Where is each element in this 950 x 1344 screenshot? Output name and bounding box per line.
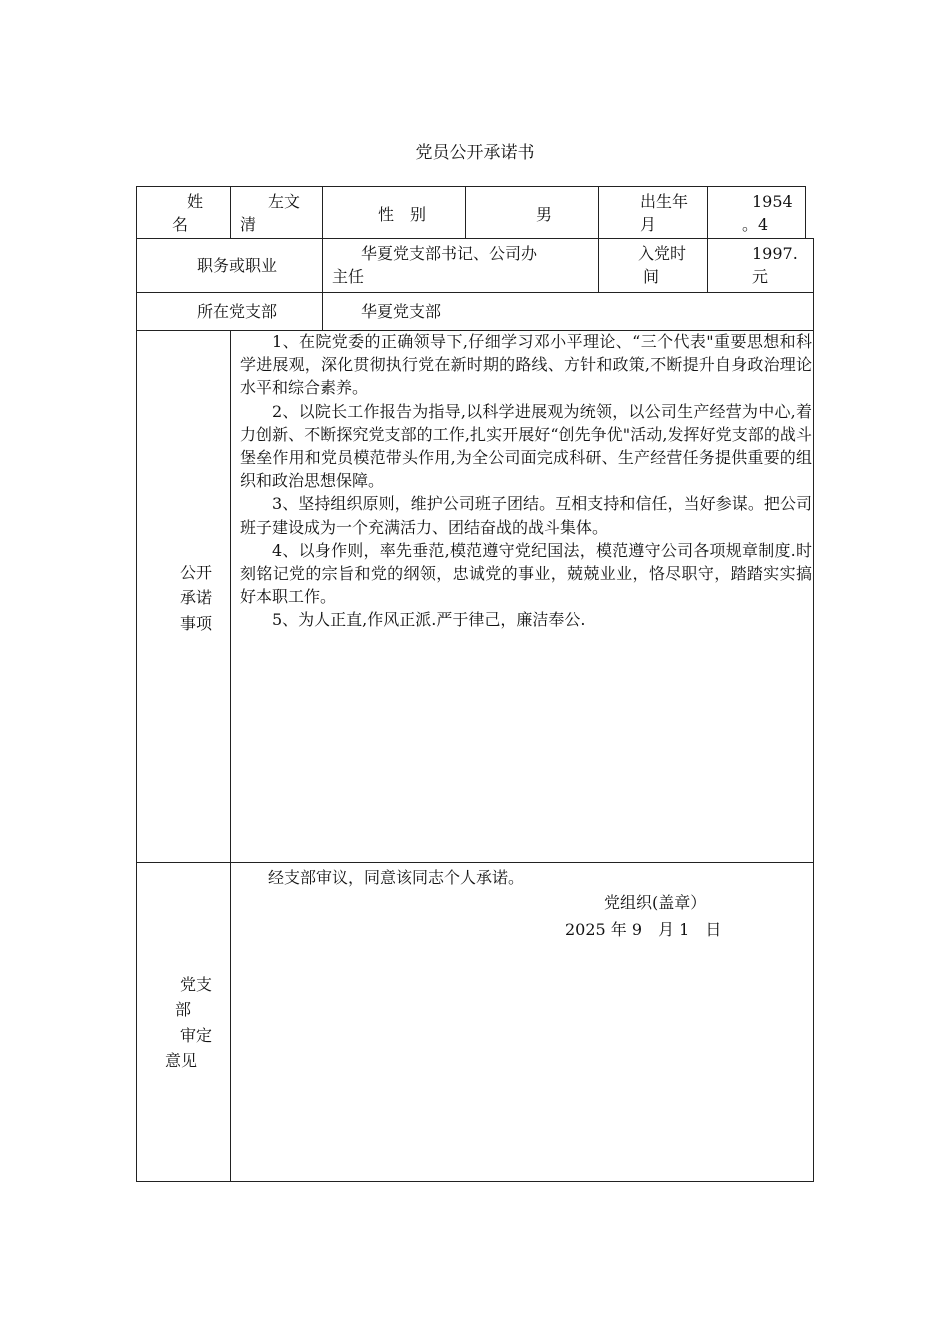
table-rule-col-a2: [230, 330, 231, 1182]
table-rule-col-d: [598, 186, 599, 292]
value-birth-line2: 。4: [742, 215, 769, 234]
table-rule-row4: [136, 862, 814, 863]
table-rule-row2: [136, 292, 814, 293]
label-review-line3: 审定: [180, 1026, 213, 1045]
label-review-line1: 党支: [180, 975, 213, 994]
pledge-content: [240, 330, 812, 632]
label-gender: 性 别: [378, 205, 427, 224]
label-name-line2: 名: [172, 215, 189, 234]
label-branch: 所在党支部: [197, 302, 278, 321]
table-rule-col-c: [465, 186, 466, 238]
label-name-line1: 姓: [187, 192, 204, 211]
label-pledge-line1: 公开: [180, 563, 213, 582]
review-date: 2025 年 9 月 1 日: [565, 920, 722, 939]
label-join-line1: 入党时: [638, 244, 687, 263]
label-position: 职务或职业: [197, 256, 278, 275]
value-gender: 男: [536, 205, 553, 224]
pledge-item: 2、以院长工作报告为指导,以科学进展观为统领，以公司生产经营为中心,着力创新、不断探究党支部的工作,扎实开展好“创先争优"活动,发挥好党支部的战斗堡垒作用和党员模范带头作用,为全公司面完成科研、生产经营任务提供重要的组织和政治思想保障。: [240, 401, 812, 491]
pledge-item: 3、坚持组织原则，维护公司班子团结。互相支持和信任，当好参谋。把公司班子建设成为一个充满活力、团结奋战的战斗集体。: [240, 494, 812, 537]
pledge-item: 4、以身作则，率先垂范,模范遵守党纪国法，模范遵守公司各项规章制度.时刻铭记党的宗旨和党的纲领，忠诚党的事业，兢兢业业，恪尽职守，踏踏实实搞好本职工作。: [240, 540, 812, 607]
pledge-item: 5、为人正直,作风正派.严于律己，廉洁奉公.: [272, 610, 586, 630]
table-rule-col-a1: [230, 186, 231, 238]
label-birth-line1: 出生年: [640, 192, 689, 211]
table-rule-col-e: [707, 186, 708, 292]
table-rule-col-b: [322, 186, 323, 330]
label-birth-line2: 月: [640, 215, 657, 234]
table-rule-top: [136, 186, 806, 187]
table-rule-row1: [136, 238, 814, 239]
table-rule-col-f: [805, 186, 806, 238]
value-position-line1: 华夏党支部书记、公司办: [361, 244, 538, 263]
label-pledge-line2: 承诺: [180, 588, 213, 607]
pledge-item: 1、在院党委的正确领导下,仔细学习邓小平理论、“三个代表"重要思想和科学进展观，深化贯彻执行党在新时期的路线、方针和政策,不断提升自身政治理论水平和综合素养。: [240, 332, 812, 398]
label-join-line2: 间: [643, 267, 660, 286]
label-review-line2: 部: [175, 1000, 192, 1019]
table-rule-right: [813, 238, 814, 1182]
value-birth-line1: 1954: [752, 192, 793, 211]
label-pledge-line3: 事项: [180, 614, 213, 633]
value-position-line2: 主任: [332, 267, 365, 286]
review-opinion: 经支部审议，同意该同志个人承诺。: [268, 868, 525, 887]
review-seal: 党组织(盖章）: [604, 893, 707, 912]
value-name-line2: 清: [240, 215, 257, 234]
document-title: 党员公开承诺书: [415, 143, 535, 163]
value-branch: 华夏党支部: [361, 302, 442, 321]
value-join-line1: 1997.: [752, 244, 798, 263]
table-rule-bottom: [136, 1181, 814, 1182]
label-review-line4: 意见: [165, 1051, 198, 1070]
table-rule-left: [136, 186, 137, 1182]
value-name-line1: 左文: [268, 192, 301, 211]
value-join-line2: 元: [752, 267, 769, 286]
